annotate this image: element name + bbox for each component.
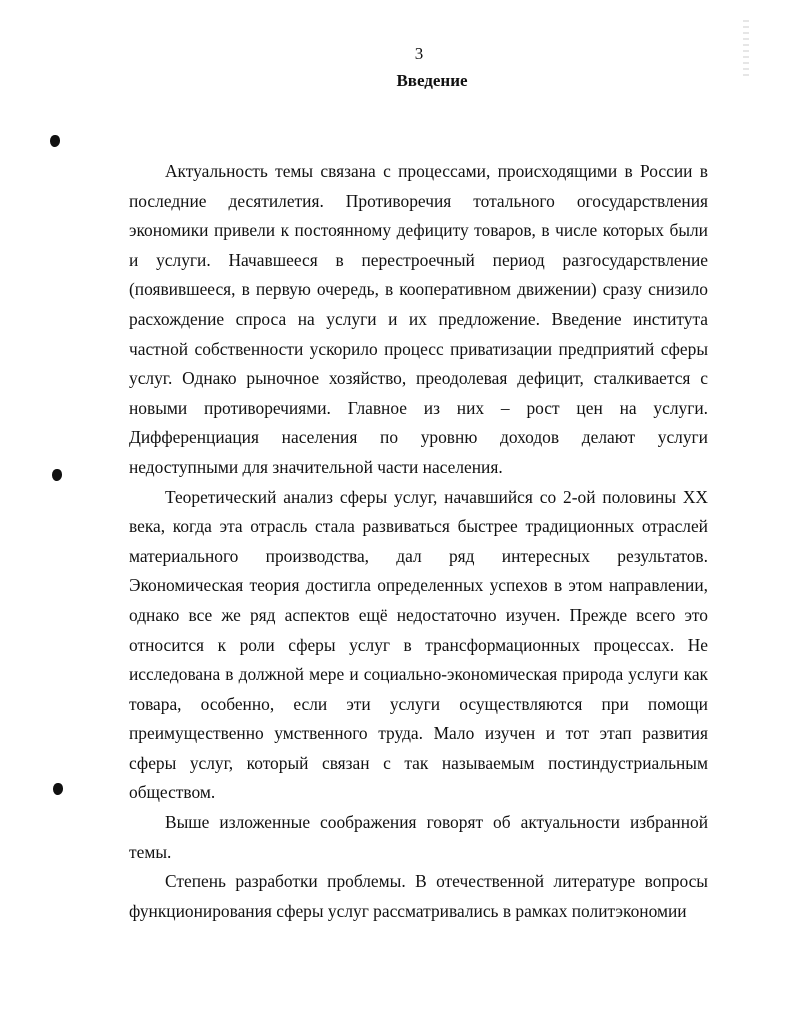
- page-title: Введение: [396, 71, 468, 90]
- paragraph: Степень разработки проблемы. В отечественной литературе вопросы функционирования сферы услуг рассматривались в рамках политэкономии: [129, 871, 708, 921]
- binding-hole-mark: [53, 783, 63, 795]
- paragraph: Выше изложенные соображения говорят об актуальности избранной темы.: [129, 812, 708, 862]
- binding-hole-mark: [52, 469, 62, 481]
- page-number: 3: [414, 44, 424, 63]
- body-text: [129, 157, 708, 926]
- binding-hole-mark: [50, 135, 60, 147]
- paragraph: Актуальность темы связана с процессами, происходящими в России в последние десятилетия. Противоречия тотального огосударствления экономики привели к постоянному дефициту товаров, в числе которых были и услуги. Начавшееся в перестроечный период разгосударствление (появившееся, в первую очередь, в кооперативном движении) сразу снизило расхождение спроса на услуги и их предложение. Введение института частной собственности ускорило процесс приватизации предприятий сферы услуг. Однако рыночное хозяйство, преодолевая дефицит, сталкивается с новыми противоречиями. Главное из них – рост цен на услуги. Дифференциация населения по уровню доходов делают услуги недоступными для значительной части населения.: [129, 161, 708, 477]
- paragraph: Теоретический анализ сферы услуг, начавшийся со 2-ой половины XX века, когда эта отрасль стала развиваться быстрее традиционных отраслей материального производства, дал ряд интересных результатов. Экономическая теория достигла определенных успехов в этом направлении, однако все же ряд аспектов ещё недостаточно изучен. Прежде всего это относится к роли сферы услуг в трансформационных процессах. Не исследована в должной мере и социально-экономическая природа услуги как товара, особенно, если эти услуги осуществляются при помощи преимущественно умственного труда. Мало изучен и тот этап развития сферы услуг, который связан с так называемым постиндустриальным обществом.: [129, 486, 708, 803]
